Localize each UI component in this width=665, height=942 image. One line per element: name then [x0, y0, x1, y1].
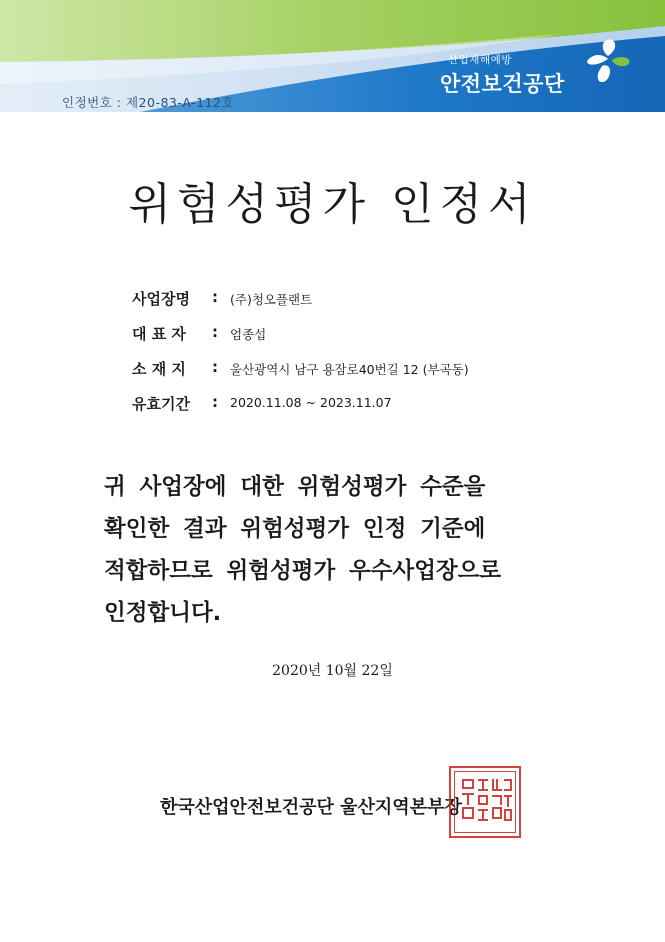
statement-line: 인정합니다.	[104, 600, 222, 626]
info-value: 울산광역시 남구 용잠로40번길 12 (부곡동)	[230, 362, 469, 377]
issue-date: 2020년 10월 22일	[272, 663, 393, 679]
cross-swoosh-icon	[582, 36, 634, 88]
info-value: 2020.11.08 ~ 2023.11.07	[230, 395, 392, 410]
seal-glyphs-icon	[451, 768, 523, 840]
statement-line: 귀 사업장에 대한 위험성평가 수준을	[104, 474, 486, 500]
statement-line: 확인한 결과 위험성평가 인정 기준에	[104, 516, 486, 542]
info-label: 소 재 지	[132, 360, 186, 378]
logo-title: 안전보건공단	[440, 72, 565, 96]
info-label: 대 표 자	[132, 325, 186, 343]
statement-line: 적합하므로 위험성평가 우수사업장으로	[104, 558, 502, 584]
info-value: 엄종섭	[230, 327, 267, 342]
info-colon: :	[212, 393, 218, 411]
issuer-name: 한국산업안전보건공단 울산지역본부장	[160, 797, 462, 818]
certificate-number: 인정번호 : 제20-83-A-112호	[62, 95, 235, 110]
info-colon: :	[212, 323, 218, 341]
info-colon: :	[212, 288, 218, 306]
info-label: 사업장명	[132, 290, 190, 308]
info-colon: :	[212, 358, 218, 376]
certification-statement	[104, 466, 574, 634]
document-title: 위험성평가 인정서	[128, 179, 537, 230]
logo-subtitle: 산업재해예방	[448, 54, 512, 66]
official-seal-stamp	[449, 766, 521, 838]
info-value: (주)청오플랜트	[230, 292, 313, 307]
info-label: 유효기간	[132, 395, 190, 413]
kosha-logo	[438, 36, 638, 106]
